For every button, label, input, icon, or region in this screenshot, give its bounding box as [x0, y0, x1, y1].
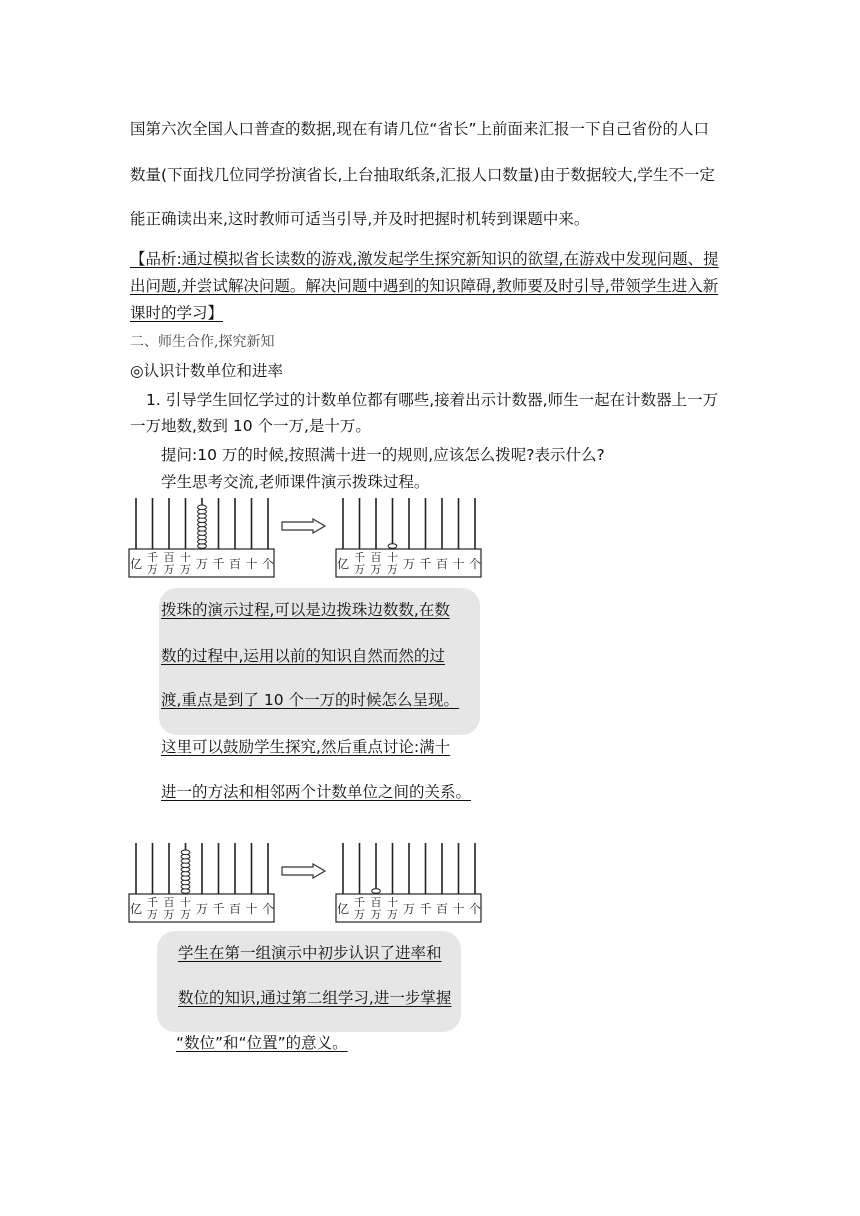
abacus-label: 万	[370, 908, 382, 921]
abacus-label: 千	[354, 896, 365, 909]
abacus-label: 万	[354, 908, 365, 921]
abacus-label: 十	[452, 557, 465, 571]
note-text-line: “数位”和“位置”的意义。	[176, 1034, 348, 1052]
abacus-label: 万	[354, 563, 365, 576]
abacus-label: 个	[261, 902, 275, 916]
abacus-label: 万	[180, 563, 191, 576]
abacus-bead	[198, 505, 207, 510]
abacus-label: 十	[245, 902, 258, 916]
abacus-label: 万	[387, 563, 398, 576]
abacus-label: 十	[452, 902, 465, 916]
analysis-text-line: 课时的学习】	[130, 304, 224, 322]
abacus-label: 十	[387, 551, 398, 564]
abacus-bead	[372, 889, 381, 894]
abacus-label: 十	[180, 896, 191, 909]
abacus-label: 千	[147, 896, 158, 909]
demo-text: 学生思考交流,老师课件演示拨珠过程。	[161, 473, 430, 491]
step-text-line: 一万地数,数到 10 个一万,是十万。	[130, 417, 371, 435]
abacus-label: 万	[402, 557, 416, 571]
abacus-label: 万	[195, 557, 209, 571]
question-text: 提问:10 万的时候,按照满十进一的规则,应该怎么拨呢?表示什么?	[161, 446, 605, 464]
abacus-label: 万	[370, 563, 382, 576]
abacus-label: 亿	[336, 902, 350, 916]
abacus-label: 百	[370, 896, 382, 909]
abacus-label: 百	[435, 902, 449, 916]
abacus-label: 万	[195, 902, 209, 916]
abacus-label: 千	[147, 551, 158, 564]
abacus-label: 万	[147, 908, 158, 921]
abacus-label: 十	[387, 896, 398, 909]
abacus-label: 十	[180, 551, 191, 564]
note-text-line: 渡,重点是到了 10 个一万的时候怎么呈现。	[161, 691, 460, 709]
abacus-label: 万	[180, 908, 191, 921]
abacus-label: 百	[228, 557, 242, 571]
note-text-line: 学生在第一组演示中初步认识了进率和	[178, 944, 442, 962]
body-text-line: 数量(下面找几位同学扮演省长,上台抽取纸条,汇报人口数量)由于数据较大,学生不一定	[130, 166, 715, 184]
abacus-group1-after	[335, 495, 485, 580]
analysis-text-line: 出问题,并尝试解决问题。解决问题中遇到的知识障碍,教师要及时引导,带领学生进入新	[130, 277, 719, 295]
abacus-label: 亿	[336, 557, 350, 571]
arrow-icon	[281, 863, 327, 879]
note-text-line: 数位的知识,通过第二组学习,进一步掌握	[178, 989, 452, 1007]
abacus-label: 十	[245, 557, 258, 571]
abacus-label: 亿	[129, 557, 143, 571]
abacus-bead	[388, 544, 397, 549]
step-text-line: 1. 引导学生回忆学过的计数单位都有哪些,接着出示计数器,师生一起在计数器上一万	[146, 391, 719, 409]
note-text-line: 这里可以鼓励学生探究,然后重点讨论:满十	[161, 738, 451, 756]
abacus-label: 万	[147, 563, 158, 576]
abacus-label: 亿	[129, 902, 143, 916]
abacus-bead	[181, 850, 190, 855]
abacus-label: 百	[435, 557, 449, 571]
subsection-heading: ◎认识计数单位和进率	[130, 362, 284, 380]
abacus-label: 千	[212, 557, 225, 571]
abacus-label: 千	[419, 902, 432, 916]
abacus-label: 个	[468, 902, 482, 916]
abacus-label: 万	[163, 908, 175, 921]
note-text-line: 进一的方法和相邻两个计数单位之间的关系。	[161, 783, 472, 801]
abacus-group1-before	[128, 495, 278, 580]
abacus-group2-after	[335, 840, 485, 925]
arrow-icon	[281, 518, 327, 534]
note-text-line: 拨珠的演示过程,可以是边拨珠边数数,在数	[161, 601, 450, 619]
body-text-line: 国第六次全国人口普查的数据,现在有请几位“省长”上前面来汇报一下自己省份的人口	[130, 120, 709, 138]
abacus-label: 百	[163, 896, 175, 909]
abacus-label: 个	[468, 557, 482, 571]
abacus-label: 百	[228, 902, 242, 916]
abacus-label: 千	[419, 557, 432, 571]
abacus-label: 百	[370, 551, 382, 564]
abacus-label: 千	[354, 551, 365, 564]
section-heading: 二、师生合作,探究新知	[130, 334, 275, 350]
abacus-label: 个	[261, 557, 275, 571]
abacus-label: 万	[387, 908, 398, 921]
abacus-label: 万	[402, 902, 416, 916]
note-text-line: 数的过程中,运用以前的知识自然而然的过	[161, 647, 445, 665]
body-text-line: 能正确读出来,这时教师可适当引导,并及时把握时机转到课题中来。	[130, 210, 590, 228]
abacus-group2-before	[128, 840, 278, 925]
abacus-label: 百	[163, 551, 175, 564]
abacus-label: 万	[163, 563, 175, 576]
analysis-text-line: 【品析:通过模拟省长读数的游戏,激发起学生探究新知识的欲望,在游戏中发现问题、提	[130, 250, 719, 268]
abacus-label: 千	[212, 902, 225, 916]
